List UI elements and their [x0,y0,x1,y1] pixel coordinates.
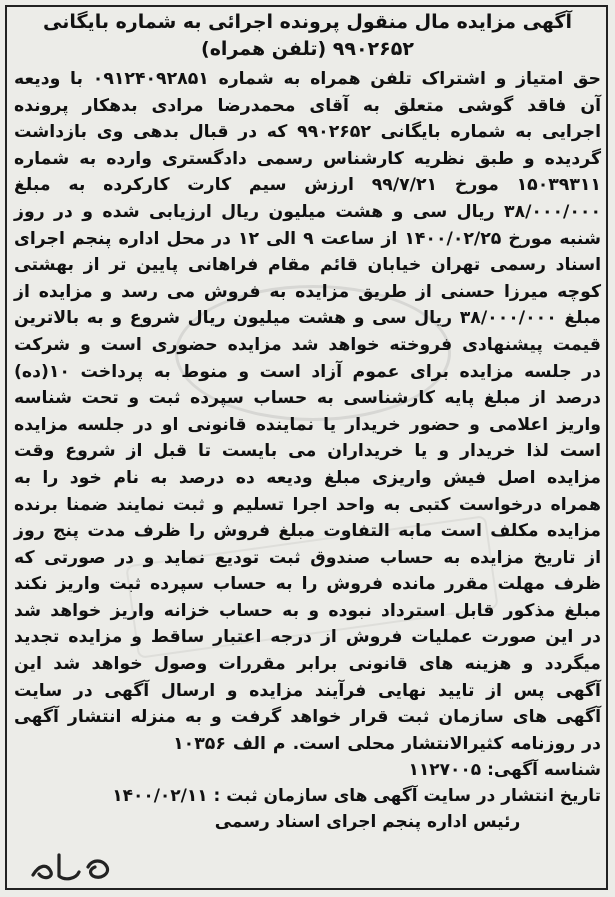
notice-title: آگهی مزایده مال منقول پرونده اجرائی به شماره بایگانی [43,11,572,33]
notice-subtitle: ۹۹۰۲۶۵۲ (تلفن همراه) [201,38,414,60]
notice-id: شناسه آگهی: ۱۱۲۷۰۰۵ [408,760,601,781]
auction-notice [14,10,601,835]
handwritten-mark [25,845,120,885]
notice-body: حق امتیاز و اشتراک تلفن همراه به شماره ۰۹۱۲۴۰۹۲۸۵۱ با ودیعه آن فاقد گوشی متعلق به آقای محمدرضا مرادی بدهکار پرونده اجرایی به شماره بایگانی ۹۹۰۲۶۵۲ که در قبال بدهی وی بازداشت گردیده و طبق نظریه کارشناس رسمی دادگستری وارده به شماره ۱۵۰۳۹۳۱۱ مورخ ۹۹/۷/۲۱ ارزش سیم کارت کارکرده به مبلغ ۳۸/۰۰۰/۰۰۰ ریال سی و هشت میلیون ریال ارزیابی شده و در روز شنبه مورخ ۱۴۰۰/۰۲/۲۵ از ساعت ۹ الی ۱۲ در محل اداره پنجم اجرای اسناد رسمی تهران خیابان قائم مقام فراهانی پایین تر از بهشتی کوچه میرزا حسنی از طریق مزایده به فروش می رسد و مزایده از مبلغ ۳۸/۰۰۰/۰۰۰ ریال سی و هشت میلیون ریال شروع و به بالاترین قیمت پیشنهادی فروخته خواهد شد مزایده حضوری است و شرکت در جلسه مزایده برای عموم آزاد است و منوط به پرداخت ۱۰(ده) درصد از مبلغ پایه کارشناسی به حساب سپرده ثبت و تحت شناسه واریز اعلامی و حضور خریدار یا نماینده قانونی او در جلسه مزایده است لذا خریدار و یا خریداران می بایست تا قبل از شروع وقت مزایده اصل فیش واریزی مبلغ ودیعه ده درصد به نام خود را به همراه درخواست کتبی به واحد اجرا تسلیم و ثبت نمایند ضمنا برنده مزایده مکلف است مابه التفاوت مبلغ فروش را ظرف مدت پنج روز از تاریخ مزایده به حساب صندوق ثبت تودیع نماید و در صورتی که ظرف مهلت مقرر مانده فروش را به حساب سپرده ثبت واریز نکند مبلغ مذکور قابل استرداد نبوده و به حساب خزانه واریز خواهد شد در این صورت عملیات فروش از درجه اعتبار ساقط و مزایده تجدید میگردد و هزینه های قانونی برابر مقررات وصول خواهد شد این آگهی پس از تایید نهایی فرآیند مزایده و ارسال آگهی در سایت آگهی های سازمان ثبت قرار خواهد گرفت و به منزله انتشار آگهی در روزنامه کثیرالانتشار محلی است. م الف ۱۰۳۵۶ [14,69,601,754]
publish-date: تاریخ انتشار در سایت آگهی های سازمان ثبت : ۱۴۰۰/۰۲/۱۱ [112,786,601,807]
signatory: رئیس اداره پنجم اجرای اسناد رسمی [214,812,521,833]
